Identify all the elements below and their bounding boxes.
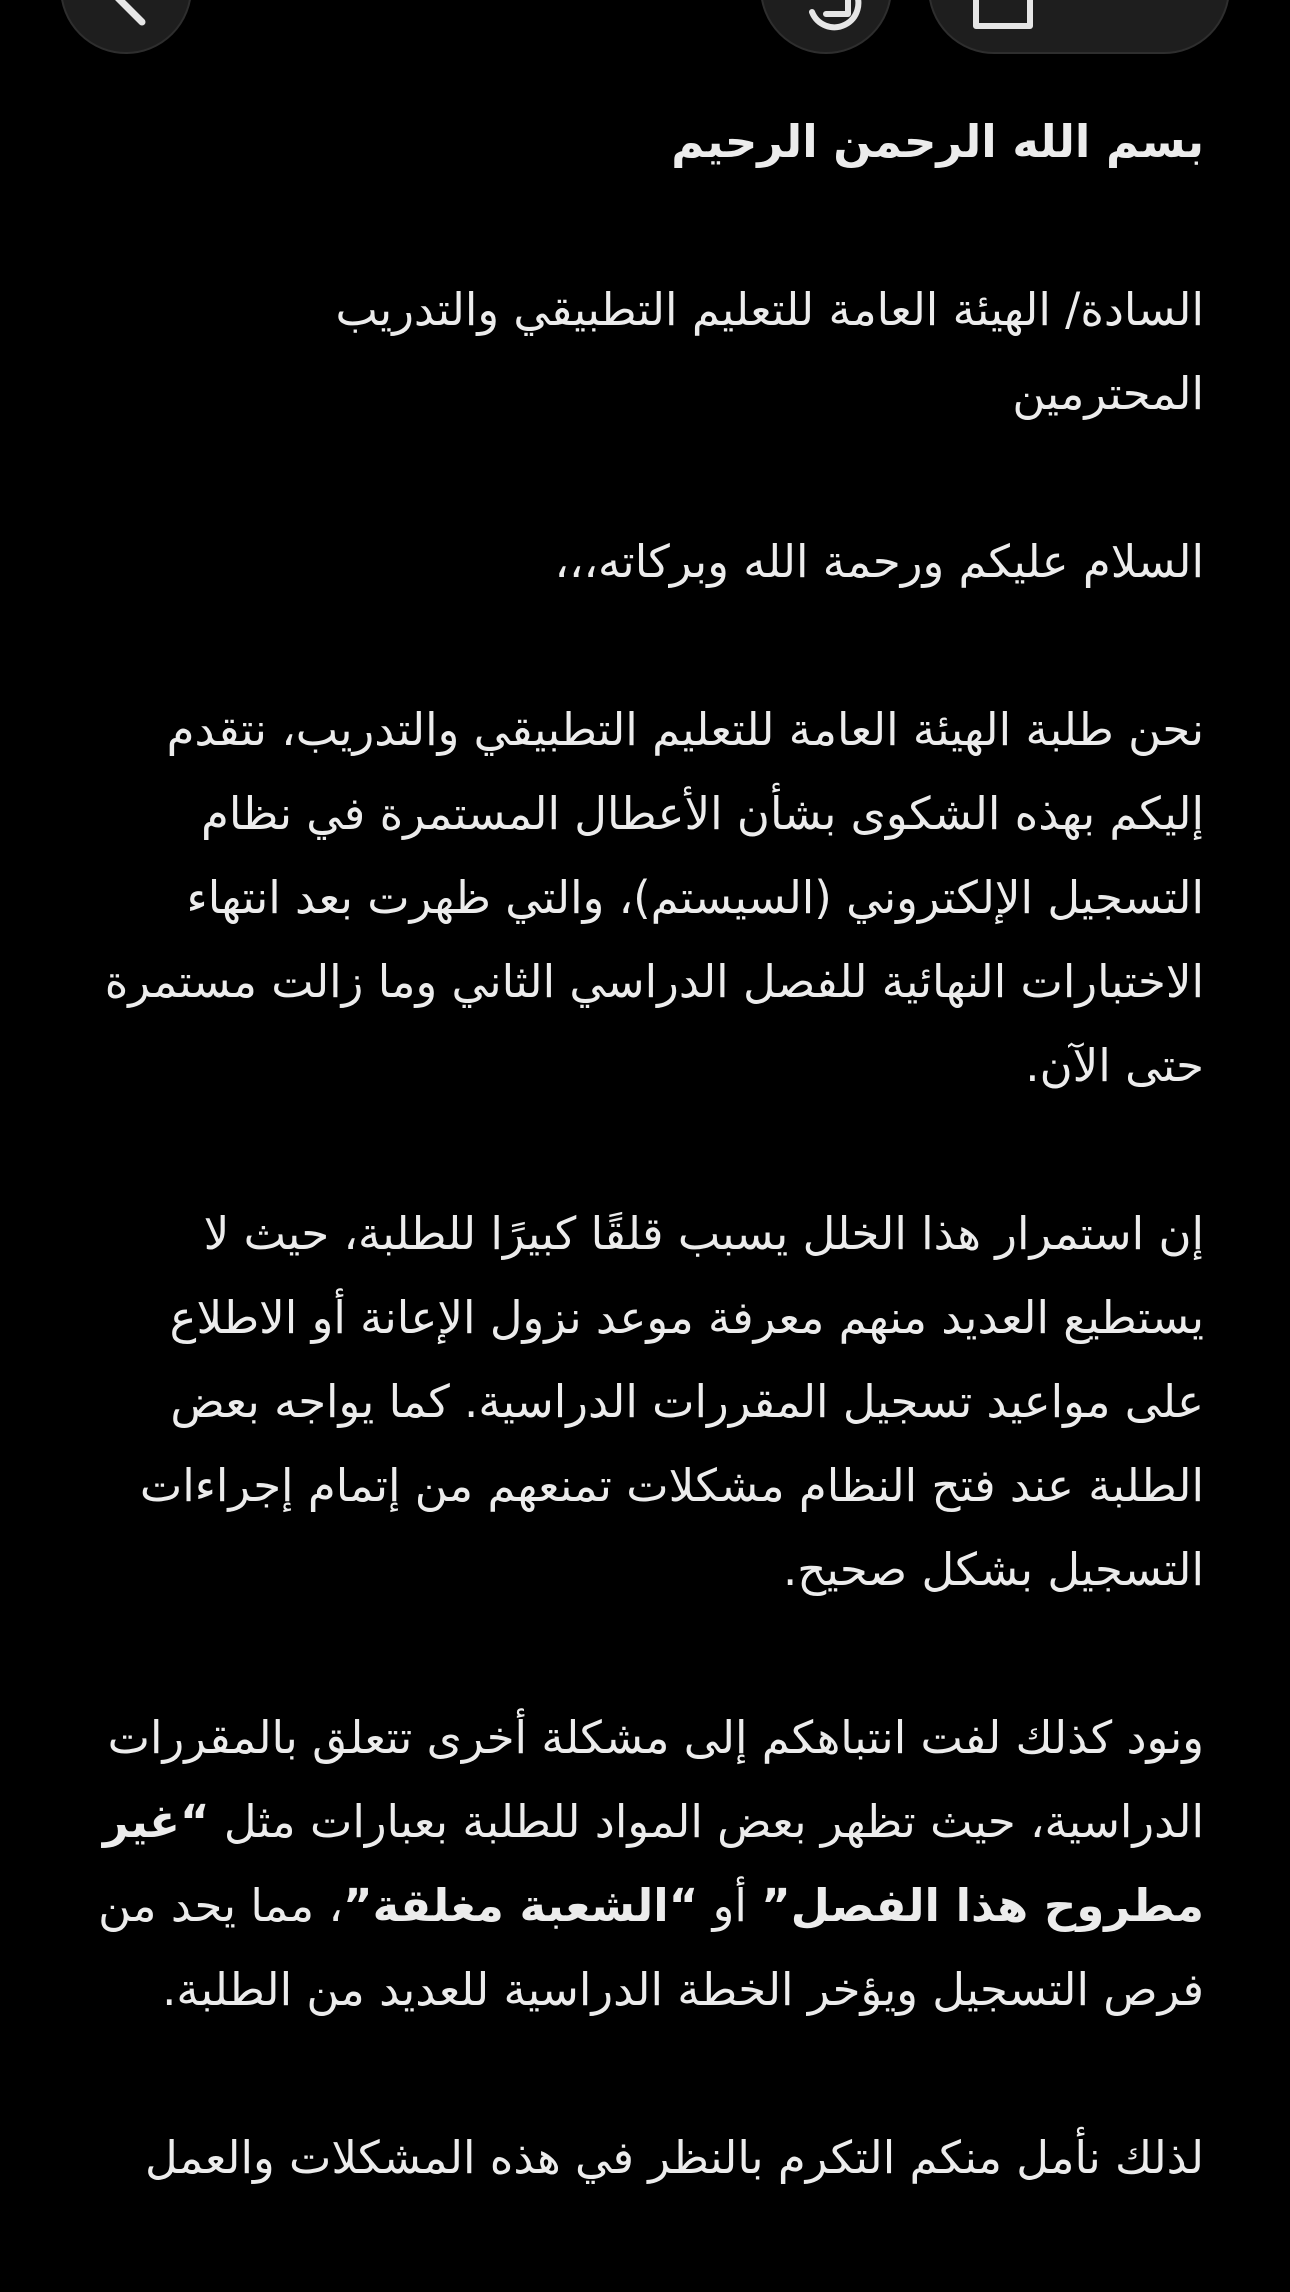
paragraph-3-text-c: ، مما يحد من فرص التسجيل ويؤخر الخطة الدراسية للعديد من الطلبة. (98, 1879, 1204, 2016)
top-toolbar (0, 0, 1290, 60)
paragraph-3-text-b: أو (698, 1879, 762, 1932)
basmala: بسم الله الرحمن الرحيم (671, 115, 1204, 168)
paragraph-2: إن استمرار هذا الخلل يسبب قلقًا كبيرًا للطلبة، حيث لا يستطيع العديد منهم معرفة موعد نزول الإعانة أو الاطلاع على مواعيد تسجيل المقررات الدراسية. كما يواجه بعض الطلبة عند فتح النظام مشكلات تمنعهم من إتمام إجراءات التسجيل بشكل صحيح. (139, 1207, 1204, 1596)
letter-body (84, 100, 1204, 2284)
reload-icon (762, 0, 894, 56)
share-box-icon (930, 0, 1232, 56)
recipient-line-2: المحترمين (1012, 367, 1204, 420)
back-button[interactable] (60, 0, 192, 54)
recipient (84, 268, 1204, 436)
paragraph-1: نحن طلبة الهيئة العامة للتعليم التطبيقي والتدريب، نتقدم إليكم بهذه الشكوى بشأن الأعطال المستمرة في نظام التسجيل الإلكتروني (السيستم)، والتي ظهرت بعد انتهاء الاختبارات النهائية للفصل الدراسي الثاني وما زالت مستمرة حتى الآن. (104, 703, 1204, 1092)
paragraph-3 (84, 1696, 1204, 2032)
emphasis-not-offered: “غير مطروح هذا الفصل” (102, 1795, 1204, 1932)
paragraph-4: لذلك نأمل منكم التكرم بالنظر في هذه المشكلات والعمل (144, 2131, 1204, 2184)
share-button[interactable] (928, 0, 1230, 54)
greeting: السلام عليكم ورحمة الله وبركاته،،، (554, 535, 1204, 588)
chevron-left-icon (62, 0, 194, 56)
recipient-line-1: السادة/ الهيئة العامة للتعليم التطبيقي والتدريب (335, 283, 1204, 336)
reload-button[interactable] (760, 0, 892, 54)
emphasis-section-closed: “الشعبة مغلقة” (343, 1879, 699, 1932)
paragraph-3-text-a: ونود كذلك لفت انتباهكم إلى مشكلة أخرى تتعلق بالمقررات الدراسية، حيث تظهر بعض المواد للطلبة بعبارات مثل (107, 1711, 1204, 1848)
